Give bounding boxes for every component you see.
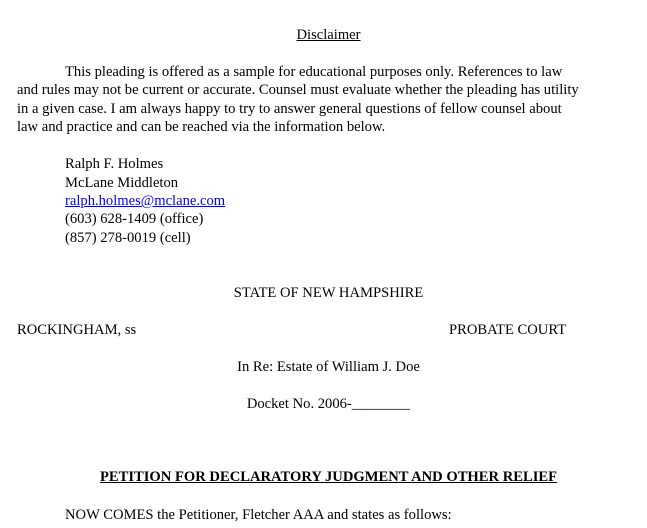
caption-in-re: In Re: Estate of William J. Doe bbox=[237, 359, 420, 375]
disclaimer-line-3: in a given case. I am always happy to try to answer general questions of fellow counsel about bbox=[17, 100, 562, 117]
contact-cell-phone: (857) 278-0019 (cell) bbox=[65, 230, 191, 246]
contact-office-phone: (603) 628-1409 (office) bbox=[65, 211, 204, 227]
disclaimer-heading: Disclaimer bbox=[296, 27, 361, 43]
caption-county: ROCKINGHAM, ss bbox=[17, 322, 137, 338]
contact-firm: McLane Middleton bbox=[65, 175, 179, 191]
disclaimer-paragraph bbox=[17, 63, 617, 137]
contact-email-link[interactable]: ralph.holmes@mclane.com bbox=[65, 193, 226, 209]
disclaimer-line-1: This pleading is offered as a sample for educational purposes only. References to law bbox=[65, 64, 563, 80]
contact-name: Ralph F. Holmes bbox=[65, 156, 164, 172]
petition-opening: NOW COMES the Petitioner, Fletcher AAA and states as follows: bbox=[65, 507, 452, 523]
caption-state: STATE OF NEW HAMPSHIRE bbox=[233, 285, 424, 301]
petition-title: PETITION FOR DECLARATORY JUDGMENT AND OTHER RELIEF bbox=[99, 469, 558, 485]
caption-docket: Docket No. 2006-________ bbox=[246, 396, 411, 412]
caption-court: PROBATE COURT bbox=[449, 322, 567, 338]
disclaimer-line-4: law and practice and can be reached via the information below. bbox=[17, 119, 386, 136]
disclaimer-line-2: and rules may not be current or accurate. Counsel must evaluate whether the pleading has utility bbox=[17, 82, 579, 99]
